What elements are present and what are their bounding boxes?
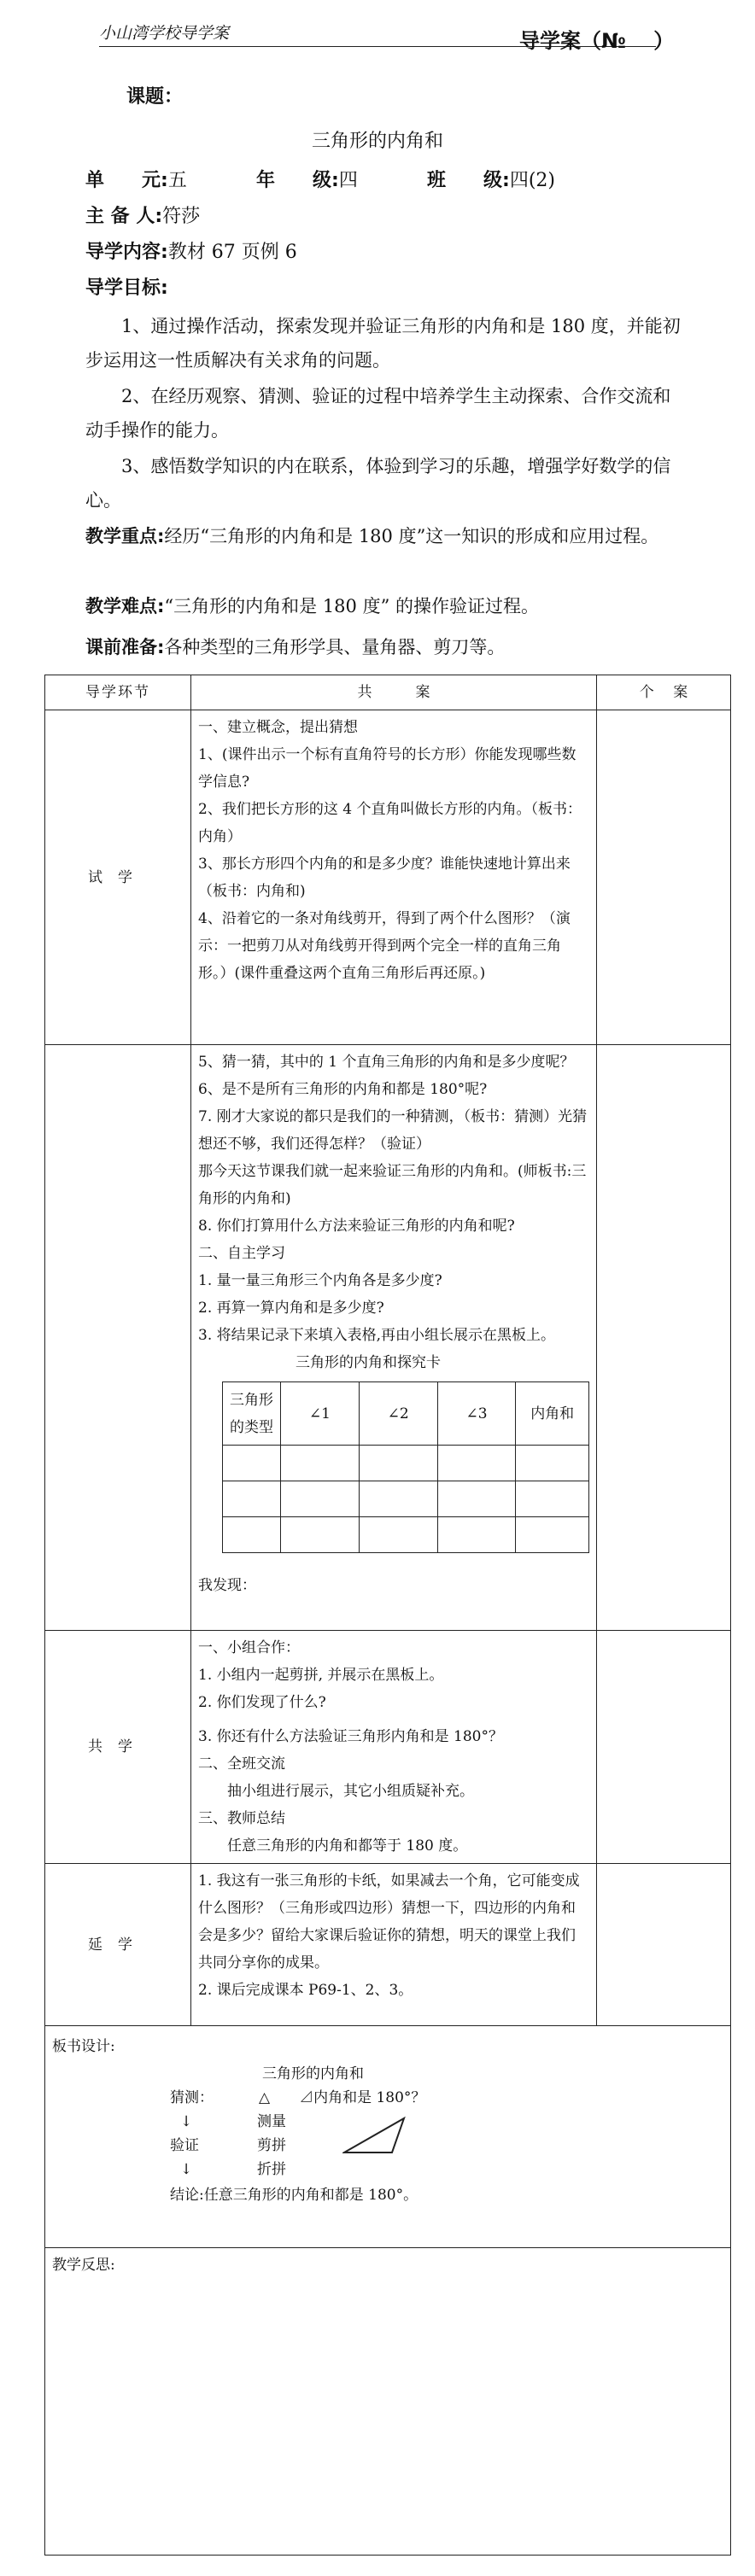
board-guess-label: 猜测： — [170, 2089, 214, 2106]
board-title: 三角形的内角和 — [262, 2065, 364, 2082]
row-gong-xue — [45, 1631, 731, 1864]
row-yan-xue — [45, 1864, 731, 2026]
individual-cell — [597, 710, 731, 1045]
content-label: 导学内容: — [85, 242, 168, 263]
explore-line: 7. 刚才大家说的都只是我们的一种猜测，（板书：猜测）光猜想还不够，我们还得怎样？（验证） — [198, 1108, 588, 1153]
card-header: ∠1 — [281, 1382, 360, 1446]
card-header: 内角和 — [516, 1382, 589, 1446]
card-header: 三角形的类型 — [223, 1382, 281, 1446]
shi-xue-line: 1、(课件出示一个标有直角符号的长方形）你能发现哪些数学信息? — [198, 746, 576, 791]
row-board-design — [45, 2026, 731, 2248]
goals-label: 导学目标: — [85, 277, 168, 299]
stage-shi-xue: 试学 — [45, 710, 191, 1045]
gong-xue-line: 任意三角形的内角和都等于 180 度。 — [198, 1837, 468, 1855]
row-explore — [45, 1045, 731, 1631]
row-shi-xue — [45, 710, 731, 1045]
shi-xue-line: 2、我们把长方形的这 4 个直角叫做长方形的内角。（板书：内角） — [198, 801, 582, 845]
shi-xue-line: 一、建立概念，提出猜想 — [198, 719, 358, 736]
card-header: ∠3 — [437, 1382, 516, 1446]
gong-xue-line: 1. 小组内一起剪拼, 并展示在黑板上。 — [198, 1667, 444, 1684]
explore-line: 2. 再算一算内角和是多少度? — [198, 1300, 384, 1317]
reflection-label: 教学反思: — [52, 2257, 115, 2274]
gong-xue-line: 一、小组合作： — [198, 1639, 300, 1656]
page-title: 三角形的内角和 — [311, 131, 443, 152]
unit-label: 单 元: — [85, 170, 168, 191]
key-point: 教学重点:经历“三角形的内角和是 180 度”这一知识的形成和应用过程。 — [85, 526, 659, 546]
explore-line: 5、猜一猜，其中的 1 个直角三角形的内角和是多少度呢？ — [198, 1054, 575, 1071]
card-cell[interactable] — [516, 1517, 589, 1553]
gong-xue-line: 2. 你们发现了什么? — [198, 1694, 326, 1711]
board-conclusion: 结论:任意三角形的内角和都是 180°。 — [170, 2187, 418, 2204]
class-value: 四(2) — [509, 170, 555, 191]
gong-xue-line: 抽小组进行展示，其它小组质疑补充。 — [198, 1783, 474, 1800]
explore-content — [191, 1045, 597, 1631]
board-verify-label: 验证 — [170, 2137, 199, 2154]
card-title: 三角形的内角和探究卡 — [296, 1354, 441, 1371]
goal-1: 1、通过操作活动，探索发现并验证三角形的内角和是 180 度，并能初步运用这一性质解决有关求角的问题。 — [85, 316, 681, 371]
triangle-icon — [342, 2115, 406, 2156]
card-cell[interactable] — [359, 1481, 437, 1517]
row-reflection — [45, 2248, 731, 2556]
explore-line: 8. 你们打算用什么方法来验证三角形的内角和呢? — [198, 1218, 515, 1235]
card-cell[interactable] — [359, 1446, 437, 1481]
board-label: 板书设计: — [52, 2038, 115, 2055]
preparer-row — [85, 203, 200, 231]
stage-yan-xue: 延学 — [45, 1864, 191, 2026]
doc-label: 导学案（№ ） — [519, 29, 675, 53]
lesson-table — [44, 675, 731, 2556]
table-header-row — [45, 675, 731, 710]
header-individual-plan: 个 案 — [597, 675, 731, 710]
board-design — [52, 2030, 723, 2234]
card-cell[interactable] — [223, 1481, 281, 1517]
reflection-cell — [45, 2248, 731, 2556]
explore-line: 6、是不是所有三角形的内角和都是 180°呢? — [198, 1081, 488, 1098]
board-cut: 剪拼 — [257, 2137, 286, 2154]
header-stage: 导学环节 — [45, 675, 191, 710]
grade-row — [256, 167, 358, 195]
card-row — [223, 1446, 589, 1481]
individual-cell — [597, 1864, 731, 2026]
explore-line: 1. 量一量三角形三个内角各是多少度? — [198, 1272, 442, 1289]
yan-xue-content — [191, 1864, 597, 2026]
preparer-label: 主 备 人: — [85, 206, 163, 227]
shi-xue-line: 4、沿着它的一条对角线剪开，得到了两个什么图形？（演示：一把剪刀从对角线剪开得到两个完全一样的直角三角形。）(课件重叠这两个直角三角形后再还原。) — [198, 910, 571, 982]
card-cell[interactable] — [281, 1517, 360, 1553]
content-row — [85, 239, 297, 266]
school-name: 小山湾学校导学案 — [99, 24, 230, 43]
topic-label: 课题： — [126, 86, 184, 108]
card-cell[interactable] — [359, 1517, 437, 1553]
preparer-value: 符莎 — [162, 206, 201, 227]
card-row — [223, 1481, 589, 1517]
preparation: 课前准备:各种类型的三角形学具、量角器、剪刀等。 — [85, 637, 506, 657]
individual-cell — [597, 1045, 731, 1631]
board-design-cell — [45, 2026, 731, 2248]
arrow-down-icon: ↓ — [180, 2161, 193, 2178]
gong-xue-line: 三、教师总结 — [198, 1810, 285, 1827]
explore-line: 二、自主学习 — [198, 1245, 285, 1262]
stage-gong-xue: 共学 — [45, 1631, 191, 1864]
board-guess-text: △ ⊿内角和是 180°？ — [259, 2089, 426, 2106]
gong-xue-line: 二、全班交流 — [198, 1755, 285, 1773]
gong-xue-line: 3. 你还有什么方法验证三角形内角和是 180°？ — [198, 1728, 503, 1745]
card-header-row — [223, 1382, 589, 1446]
grade-value: 四 — [338, 170, 358, 191]
card-cell[interactable] — [281, 1481, 360, 1517]
yan-xue-line: 2. 课后完成课本 P69-1、2、3。 — [198, 1982, 413, 1999]
shi-xue-content — [191, 710, 597, 1045]
individual-cell — [597, 1631, 731, 1864]
goal-2: 2、在经历观察、猜测、验证的过程中培养学生主动探索、合作交流和动手操作的能力。 — [85, 386, 671, 441]
card-cell[interactable] — [516, 1481, 589, 1517]
header-common-plan: 共 案 — [191, 675, 597, 710]
discovery-label: 我发现： — [198, 1577, 256, 1594]
arrow-down-icon: ↓ — [180, 2113, 193, 2130]
board-measure: 测量 — [257, 2113, 286, 2130]
card-header: ∠2 — [359, 1382, 437, 1446]
card-cell[interactable] — [223, 1517, 281, 1553]
explore-line: 那今天这节课我们就一起来验证三角形的内角和。(师板书:三角形的内角和) — [198, 1163, 587, 1207]
card-cell[interactable] — [281, 1446, 360, 1481]
stage-empty — [45, 1045, 191, 1631]
content-value: 教材 67 页例 6 — [167, 242, 297, 263]
grade-label: 年 级: — [256, 170, 339, 191]
goal-3: 3、感悟数学知识的内在联系，体验到学习的乐趣，增强学好数学的信心。 — [85, 456, 671, 511]
unit-value: 五 — [167, 170, 187, 191]
card-cell[interactable] — [516, 1446, 589, 1481]
card-cell[interactable] — [437, 1517, 516, 1553]
explore-line: 3. 将结果记录下来填入表格,再由小组长展示在黑板上。 — [198, 1327, 556, 1344]
class-row — [427, 167, 555, 195]
yan-xue-line: 1. 我这有一张三角形的卡纸，如果减去一个角，它可能变成什么图形？（三角形或四边形）猜想一下，四边形的内角和会是多少？留给大家课后验证你的猜想，明天的课堂上我们共同分享你的成果。 — [198, 1872, 580, 1971]
unit-row — [85, 167, 187, 195]
board-fold: 折拼 — [257, 2161, 286, 2178]
card-cell[interactable] — [437, 1446, 516, 1481]
gong-xue-content — [191, 1631, 597, 1864]
difficulty: 教学难点:“三角形的内角和是 180 度” 的操作验证过程。 — [85, 596, 539, 616]
card-cell[interactable] — [223, 1446, 281, 1481]
card-cell[interactable] — [437, 1481, 516, 1517]
shi-xue-line: 3、那长方形四个内角的和是多少度？谁能快速地计算出来（板书：内角和) — [198, 856, 571, 900]
class-label: 班 级: — [427, 170, 510, 191]
card-row — [223, 1517, 589, 1553]
explore-card-table — [222, 1381, 589, 1553]
